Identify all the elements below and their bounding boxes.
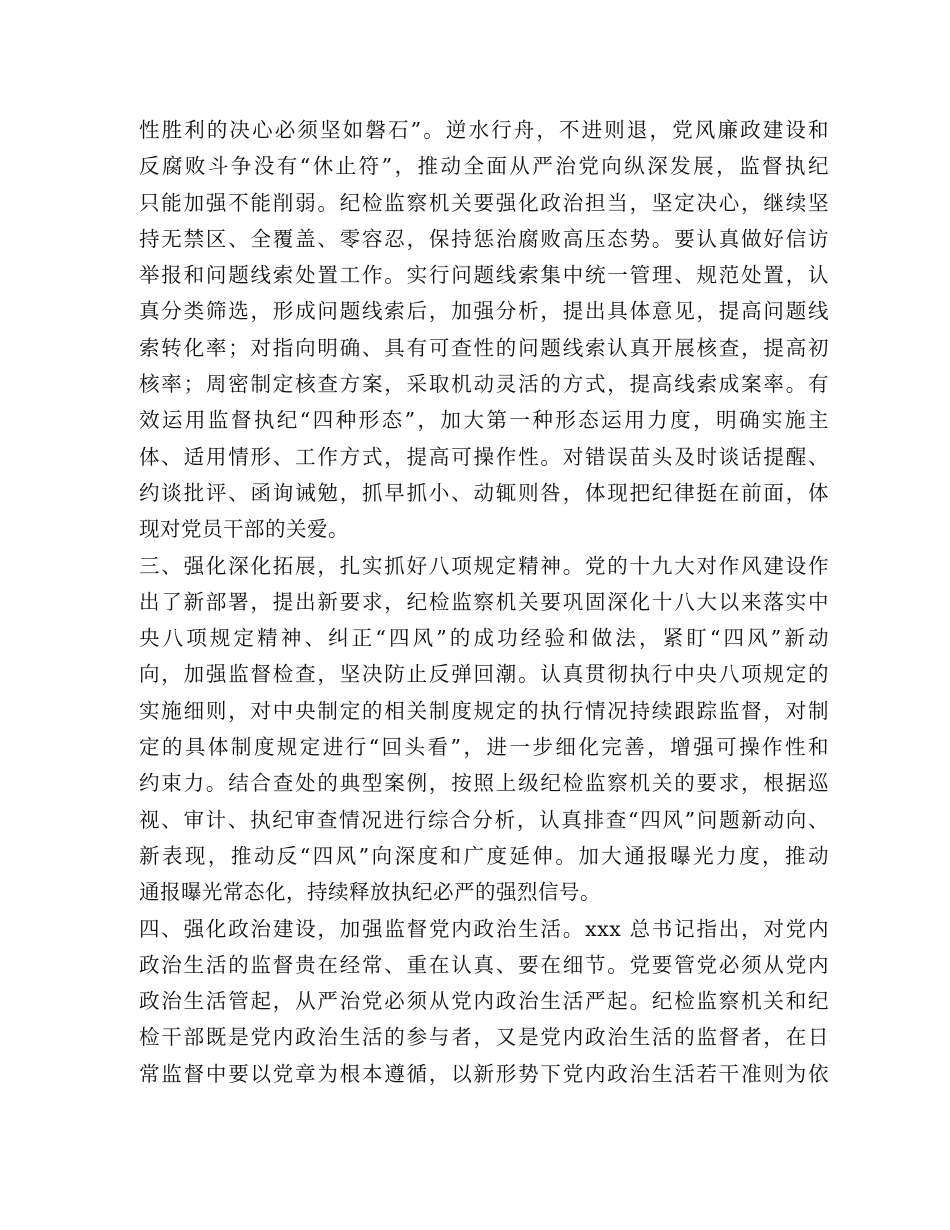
text-line: 索转化率；对指向明确、具有可查性的问题线索认真开展核查，提高初 (139, 335, 829, 360)
text-line: 常监督中要以党章为根本遵循，以新形势下党内政治生活若干准则为依 (139, 1061, 829, 1086)
text-line: 四、强化政治建设，加强监督党内政治生活。xxx 总书记指出，对党内 (139, 916, 829, 941)
text-line: 反腐败斗争没有“休止符”，推动全面从严治党向纵深发展，监督执纪 (139, 154, 829, 179)
text-line: 效运用监督执纪“四种形态”，加大第一种形态运用力度，明确实施主 (139, 408, 829, 433)
text-line: 出了新部署，提出新要求，纪检监察机关要巩固深化十八大以来落实中 (139, 589, 829, 614)
text-line: 举报和问题线索处置工作。实行问题线索集中统一管理、规范处置，认 (139, 263, 829, 288)
text-line: 检干部既是党内政治生活的参与者，又是党内政治生活的监督者，在日 (139, 1025, 829, 1050)
text-line: 真分类筛选，形成问题线索后，加强分析，提出具体意见，提高问题线 (139, 299, 829, 324)
text-line: 只能加强不能削弱。纪检监察机关要强化政治担当，坚定决心，继续坚 (139, 190, 829, 215)
text-line: 持无禁区、全覆盖、零容忍，保持惩治腐败高压态势。要认真做好信访 (139, 226, 829, 251)
text-line: 政治生活管起，从严治党必须从党内政治生活严起。纪检监察机关和纪 (139, 989, 829, 1014)
text-line: 性胜利的决心必须坚如磐石”。逆水行舟，不进则退，党风廉政建设和 (139, 118, 829, 142)
text-line: 约束力。结合查处的典型案例，按照上级纪检监察机关的要求，根据巡 (139, 771, 829, 796)
text-line: 实施细则，对中央制定的相关制度规定的执行情况持续跟踪监督，对制 (139, 698, 829, 723)
text-line: 通报曝光常态化，持续释放执纪必严的强烈信号。 (139, 880, 601, 905)
body-text (139, 112, 829, 1092)
text-line: 核率；周密制定核查方案，采取机动灵活的方式，提高线索成案率。有 (139, 372, 829, 397)
text-line: 约谈批评、函询诫勉，抓早抓小、动辄则咎，体现把纪律挺在前面，体 (139, 480, 829, 505)
text-line: 新表现，推动反“四风”向深度和广度延伸。加大通报曝光力度，推动 (139, 843, 829, 868)
text-line: 政治生活的监督贵在经常、重在认真、要在细节。党要管党必须从党内 (139, 952, 829, 977)
text-line: 视、审计、执纪审查情况进行综合分析，认真排查“四风”问题新动向、 (139, 807, 829, 832)
text-line: 体、适用情形、工作方式，提高可操作性。对错误苗头及时谈话提醒、 (139, 444, 829, 469)
text-line: 定的具体制度规定进行“回头看”，进一步细化完善，增强可操作性和 (139, 735, 829, 760)
text-line: 向，加强监督检查，坚决防止反弹回潮。认真贯彻执行中央八项规定的 (139, 662, 829, 687)
text-line: 现对党员干部的关爱。 (139, 517, 349, 542)
text-line: 三、强化深化拓展，扎实抓好八项规定精神。党的十九大对作风建设作 (139, 553, 829, 578)
text-line: 央八项规定精神、纠正“四风”的成功经验和做法，紧盯“四风”新动 (139, 626, 829, 651)
